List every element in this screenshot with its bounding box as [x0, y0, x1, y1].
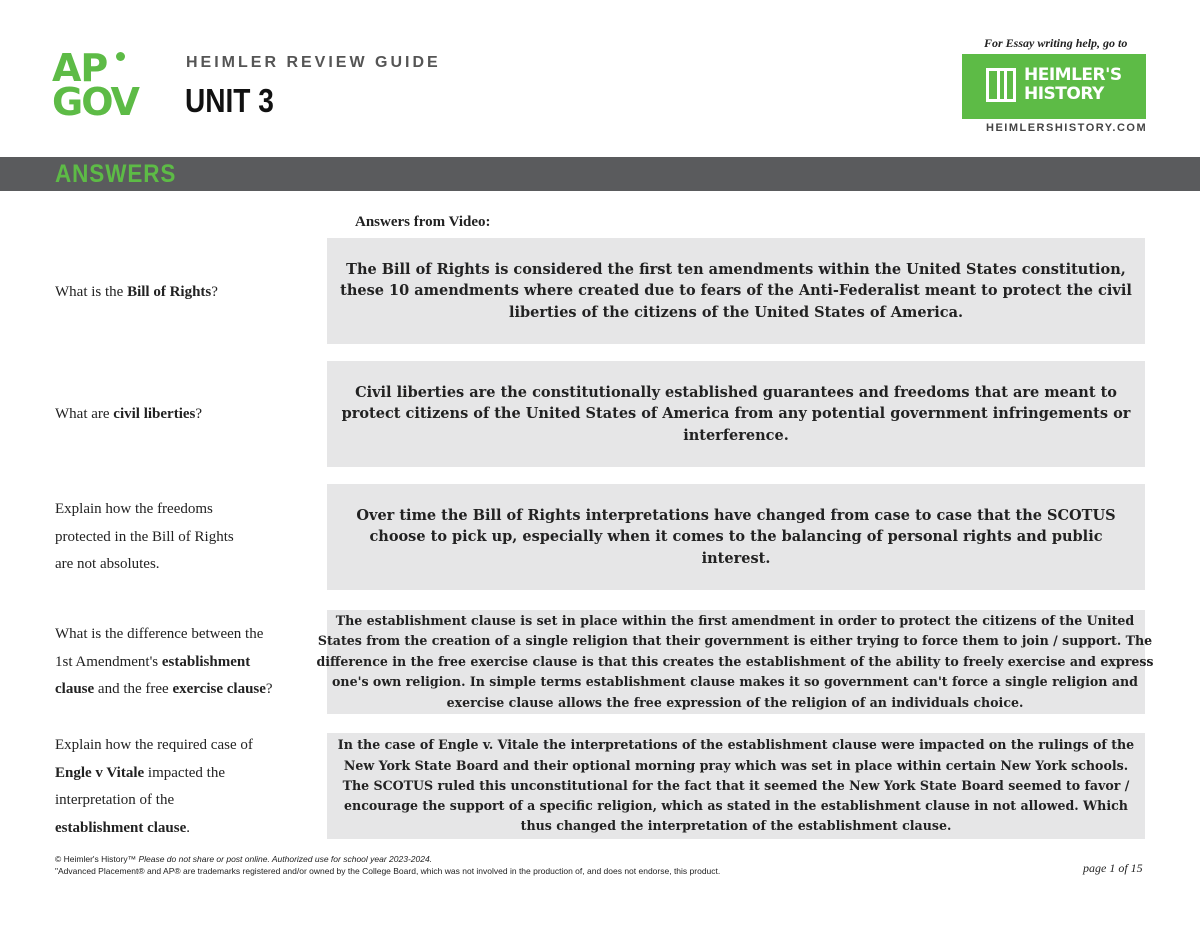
logo-gov-text: GOV	[52, 80, 138, 124]
question-line	[55, 815, 305, 843]
question-engle-v-vitale	[55, 732, 305, 842]
question-text: .	[186, 819, 190, 836]
video-answers-label: Answers from Video:	[355, 214, 491, 230]
copyright-note: Please do not share or post online. Authorized use for school year 2023-2024.	[136, 854, 433, 864]
essay-help-text: For Essay writing help, go to	[984, 36, 1128, 50]
answer-text: The Bill of Rights is considered the first ten amendments within the United States constitution, these 10 amendments where created due to fears of the Anti-Federalist meant to protect the civil liberties of the citizens of the United States of America.	[340, 260, 1132, 321]
answer-text: Over time the Bill of Rights interpretations have changed from case to case that the SCOTUS choose to pick up, especially when it comes to the balancing of personal rights and public interest.	[356, 506, 1116, 567]
brand-name	[1024, 66, 1122, 104]
brand-line-1: HEIMLER'S	[1024, 65, 1122, 85]
footer-trademark: "Advanced Placement® and AP® are trademarks registered and/or owned by the College Board, which was not involved in the production of, and does not endorse, this product.	[55, 866, 721, 876]
question-line	[55, 760, 305, 788]
question-keyword: establishment clause	[55, 819, 187, 836]
answer-box-civil-liberties	[327, 361, 1145, 467]
question-not-absolutes	[55, 496, 305, 579]
question-text: ?	[211, 284, 218, 300]
answer-text: In the case of Engle v. Vitale the interpretations of the establishment clause were impacted on the rulings of the New York State Board and their optional morning pray which was set in place within certain New York schools. The SCOTUS ruled this unconstitutional for the fact that it seemed the New York State Board seemed to favor / encourage the support of a specific religion, which as stated in the establishment clause in not allowed. Which thus changed the interpretation of the establishment clause.	[337, 737, 1135, 834]
heimlers-history-logo-icon	[986, 68, 1016, 102]
answer-box-not-absolutes	[327, 484, 1145, 590]
section-bar	[0, 157, 1200, 191]
question-keyword: Bill of Rights	[127, 284, 212, 300]
question-line: Explain how the freedoms	[55, 501, 213, 517]
copyright-text: © Heimler's History™	[55, 854, 137, 864]
question-text: ?	[265, 681, 273, 697]
question-line	[55, 649, 305, 677]
question-keyword: clause	[55, 681, 95, 697]
question-bill-of-rights	[55, 279, 305, 307]
question-text: What are	[55, 406, 114, 422]
answer-box-bill-of-rights	[327, 238, 1145, 344]
question-line	[55, 676, 305, 704]
answer-text: The establishment clause is set in place within the first amendment in order to protect the citizens of the United States from the creation of a single religion that their government is either trying to force them to join / support. The difference in the free exercise clause is that this creates the establishment of the ability to freely exercise and express one's own religion. In simple terms establishment clause makes it so government can't force a single religion and exercise clause allows the free expression of the religion of an individuals choice.	[316, 612, 1154, 710]
question-line: What is the difference between the	[55, 626, 264, 642]
question-keyword: civil liberties	[113, 406, 196, 422]
ap-gov-logo	[52, 46, 154, 124]
question-line: are not absolutes.	[55, 556, 160, 572]
brand-url-link[interactable]: HEIMLERSHISTORY.COM	[986, 122, 1148, 134]
question-text: What is the	[55, 284, 128, 300]
question-text: and the free	[94, 681, 173, 697]
brand-line-2: HISTORY	[1024, 84, 1104, 104]
question-line: protected in the Bill of Rights	[55, 528, 234, 545]
question-text: ?	[195, 406, 203, 422]
question-text: 1st Amendment's	[55, 653, 162, 670]
question-keyword: Engle v Vitale	[55, 764, 145, 781]
page-number: page 1 of 15	[1083, 861, 1143, 875]
answer-box-establishment-vs-exercise	[310, 610, 1160, 714]
section-title: ANSWERS	[55, 160, 177, 188]
question-civil-liberties	[55, 401, 305, 429]
question-establishment-vs-exercise	[55, 621, 305, 704]
answer-text: Civil liberties are the constitutionally established guarantees and freedoms that are meant to protect citizens of the United States of America from any potential government infringements or interference.	[341, 383, 1131, 444]
question-line: Explain how the required case of	[55, 737, 253, 753]
question-text: impacted the	[144, 764, 225, 781]
question-keyword: exercise clause	[172, 681, 266, 697]
logo-ap-text: AP	[52, 46, 108, 90]
guide-label: HEIMLER REVIEW GUIDE	[186, 54, 441, 71]
footer-copyright	[55, 854, 432, 864]
question-keyword: establishment	[161, 653, 251, 670]
unit-title: UNIT 3	[185, 82, 274, 119]
question-line: interpretation of the	[55, 792, 175, 808]
heimlers-history-brand-link[interactable]	[962, 54, 1146, 119]
answer-box-engle-v-vitale	[327, 733, 1145, 839]
registered-mark-icon	[116, 52, 125, 61]
